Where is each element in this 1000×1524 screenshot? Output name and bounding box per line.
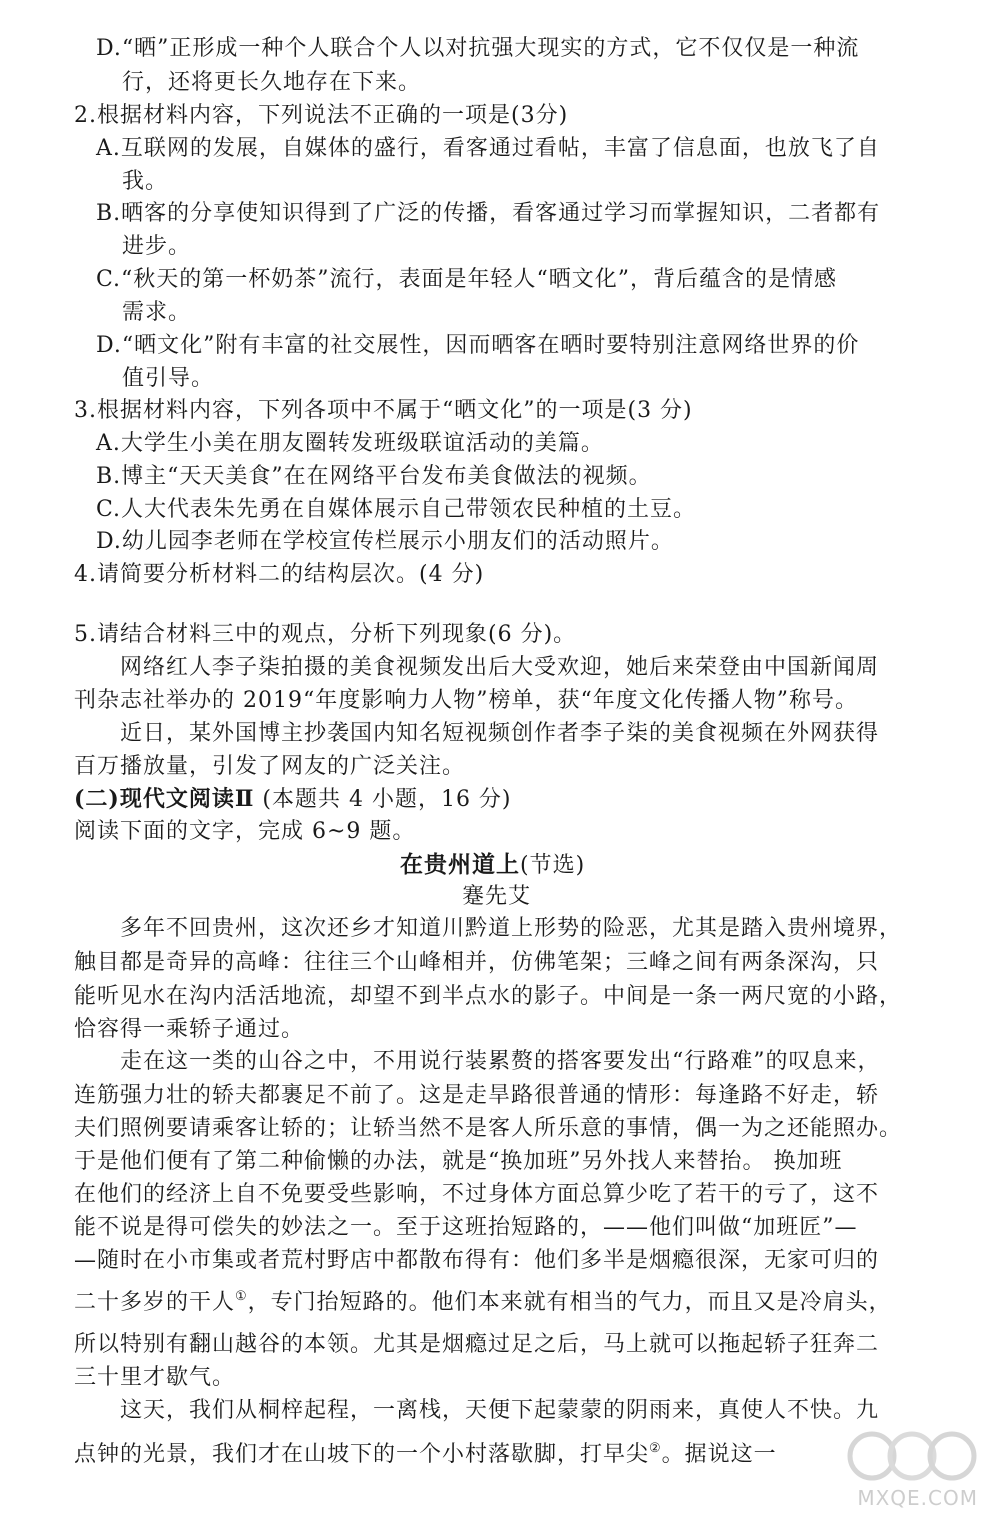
- passage-line: 走在这一类的山谷之中，不用说行装累赘的搭客要发出“行路难”的叹息来，: [120, 1049, 881, 1074]
- passage-line: 能听见水在沟内活活地流，却望不到半点水的影子。中间是一条一两尺宽的小路，: [74, 984, 903, 1009]
- q5-material-p1-line2: 刊杂志社举办的 2019“年度影响力人物”榜单，获“年度文化传播人物”称号。: [74, 688, 858, 713]
- q5-stem: 5.请结合材料三中的观点，分析下列现象(6 分)。: [74, 622, 577, 647]
- passage-line: 二十多岁的干人: [74, 1290, 236, 1315]
- q2-option-d-line1: D.“晒文化”附有丰富的社交展性，因而晒客在晒时要特别注意网络世界的价: [96, 333, 860, 358]
- passage-line: 点钟的光景，我们才在山坡下的一个小村落歇脚，打早尖: [74, 1442, 650, 1467]
- q3-stem: 3.根据材料内容，下列各项中不属于“晒文化”的一项是(3 分): [74, 398, 693, 423]
- q2-stem: 2.根据材料内容，下列说法不正确的一项是(3分): [74, 103, 569, 128]
- q2-option-c-line2: 需求。: [122, 300, 192, 325]
- section-heading-note: (本题共 4 小题，16 分): [262, 787, 512, 812]
- passage-line-with-note: [74, 1440, 777, 1470]
- q5-material-p1-line1: 网络红人李子柒拍摄的美食视频发出后大受欢迎，她后来荣登由中国新闻周: [120, 655, 880, 680]
- q2-option-b-line2: 进步。: [122, 234, 192, 259]
- passage-title-note: (节选): [520, 853, 586, 878]
- q3-option-c: C.人大代表朱先勇在自媒体展示自己带领农民种植的土豆。: [96, 497, 697, 522]
- q4-stem: 4.请简要分析材料二的结构层次。(4 分): [74, 562, 485, 587]
- passage-line-with-note: [74, 1288, 892, 1318]
- q2-option-c-line1: C.“秋天的第一杯奶茶”流行，表面是年轻人“晒文化”，背后蕴含的是情感: [96, 267, 838, 292]
- passage-line: ，专门抬短路的。他们本来就有相当的气力，而且又是冷肩头，: [247, 1290, 892, 1315]
- watermark-emblem-icon: [842, 1426, 982, 1486]
- passage-line: 恰容得一乘轿子通过。: [74, 1017, 305, 1042]
- watermark-text: MXQE.COM: [857, 1486, 978, 1510]
- passage-title-line: [400, 850, 585, 881]
- passage-line: 在他们的经济上自不免要受些影响，不过身体方面总算少吃了若干的亏了，这不: [74, 1182, 880, 1207]
- q2-option-d-line2: 值引导。: [122, 366, 215, 391]
- footnote-marker: ②: [649, 1441, 662, 1456]
- q2-option-a-line1: A.互联网的发展，自媒体的盛行，看客通过看帖，丰富了信息面，也放飞了自: [96, 136, 880, 161]
- q2-option-a-line2: 我。: [122, 169, 169, 194]
- section-heading-title: (二)现代文阅读Ⅱ: [74, 786, 255, 812]
- passage-line: 多年不回贵州，这次还乡才知道川黔道上形势的险恶，尤其是踏入贵州境界，: [120, 916, 903, 941]
- passage-line: 连筋强力壮的轿夫都裹足不前了。这是走旱路很普通的情形：每逢路不好走，轿: [74, 1083, 880, 1108]
- q3-option-a: A.大学生小美在朋友圈转发班级联谊活动的美篇。: [96, 431, 604, 456]
- passage-line: 这天，我们从桐梓起程，一离栈，天便下起蒙蒙的阴雨来，真使人不快。九: [120, 1398, 880, 1423]
- q5-material-p2-line2: 百万播放量，引发了网友的广泛关注。: [74, 754, 466, 779]
- passage-line: 于是他们便有了第二种偷懒的办法，就是“换加班”另外找人来替抬。 换加班: [74, 1149, 843, 1174]
- q3-option-b: B.博主“天天美食”在在网络平台发布美食做法的视频。: [96, 464, 652, 489]
- q1-option-d-line1: D.“晒”正形成一种个人联合个人以对抗强大现实的方式，它不仅仅是一种流: [96, 36, 860, 61]
- passage-line: 。据说这一: [661, 1442, 777, 1467]
- passage-line: 三十里才歇气。: [74, 1365, 236, 1390]
- q2-option-b-line1: B.晒客的分享使知识得到了广泛的传播，看客通过学习而掌握知识，二者都有: [96, 201, 881, 226]
- passage-author: 蹇先艾: [462, 884, 532, 909]
- section-instruction: 阅读下面的文字，完成 6~9 题。: [74, 819, 416, 844]
- passage-line: —随时在小市集或者荒村野店中都散布得有：他们多半是烟瘾很深，无家可归的: [74, 1248, 880, 1273]
- q5-material-p2-line1: 近日，某外国博主抄袭国内知名短视频创作者李子柒的美食视频在外网获得: [120, 721, 880, 746]
- watermark-logo: [842, 1426, 982, 1512]
- footnote-marker: ①: [235, 1289, 248, 1304]
- passage-title: 在贵州道上: [400, 851, 520, 878]
- passage-line: 夫们照例要请乘客让轿的；让轿当然不是客人所乐意的事情，偶一为之还能照办。: [74, 1116, 903, 1141]
- passage-line: 所以特别有翻山越谷的本领。尤其是烟瘾过足之后，马上就可以拖起轿子狂奔二: [74, 1332, 880, 1357]
- q3-option-d: D.幼儿园李老师在学校宣传栏展示小朋友们的活动照片。: [96, 529, 674, 554]
- section-heading: [74, 784, 512, 815]
- passage-line: 触目都是奇异的高峰：往往三个山峰相并，仿佛笔架；三峰之间有两条深沟，只: [74, 950, 880, 975]
- passage-line: 能不说是得可偿失的妙法之一。至于这班抬短路的，——他们叫做“加班匠”—: [74, 1215, 858, 1240]
- q1-option-d-line2: 行，还将更长久地存在下来。: [122, 70, 422, 95]
